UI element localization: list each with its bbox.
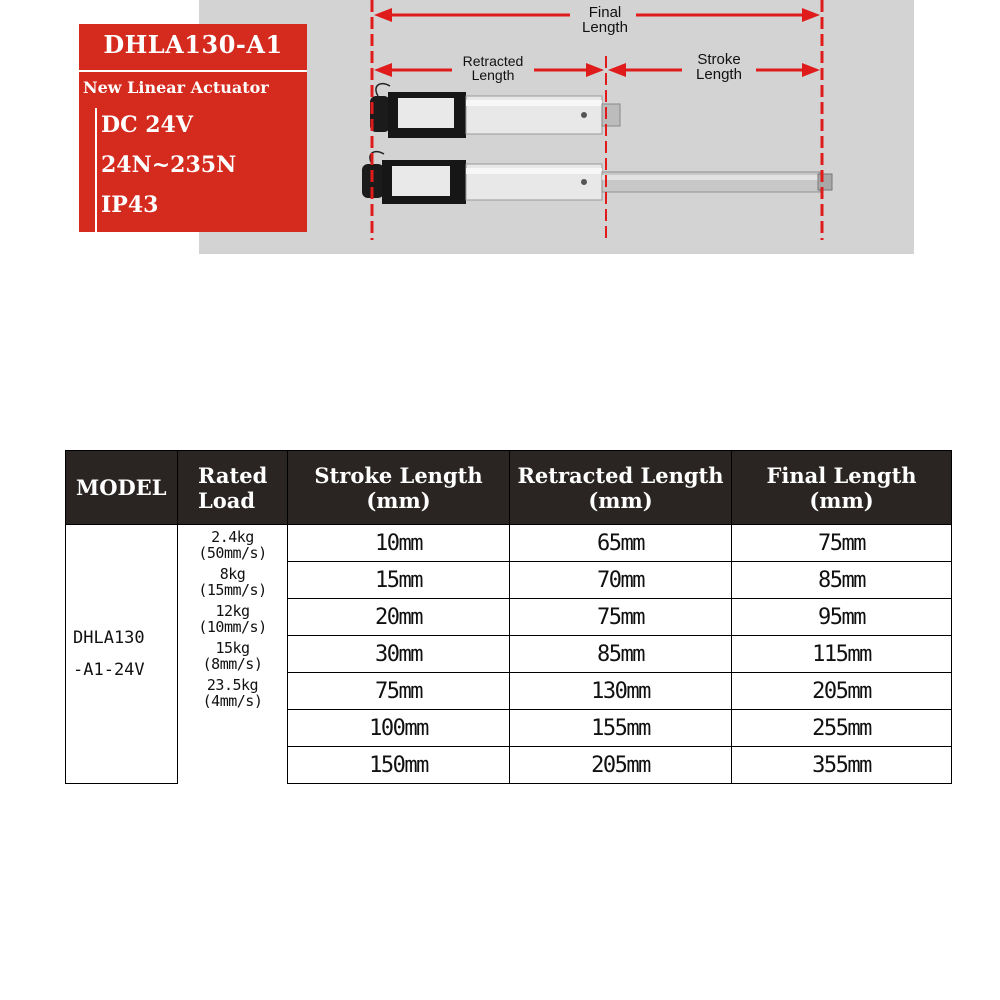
stroke-length-cell: 15mm [288,562,510,599]
spec-ip-rating: IP43 [101,192,159,218]
header-final-length-line1: Final Length [766,462,917,488]
header-retracted-length [510,451,732,525]
stroke-length-cell: 100mm [288,710,510,747]
retracted-length-cell: 155mm [510,710,732,747]
rated-load-cell [178,525,288,784]
header-rated-load-line1: Rated [198,462,268,488]
header-retracted-length-line2: (mm) [588,487,653,513]
load-speed: (10mm/s) [198,618,267,636]
retracted-length-cell: 75mm [510,599,732,636]
model-value-line2: -A1-24V [73,660,145,680]
final-length-cell: 255mm [732,710,952,747]
load-item [178,529,287,561]
stroke-length-cell: 10mm [288,525,510,562]
final-length-cell: 95mm [732,599,952,636]
header-stroke-length-line2: (mm) [366,487,431,513]
header-rated-load [178,451,288,525]
spec-voltage: DC 24V [101,112,193,138]
retracted-actuator-image [370,84,620,138]
load-weight: 15kg [215,639,250,657]
load-item [178,566,287,598]
stroke-length-cell: 150mm [288,747,510,784]
header-final-length-line2: (mm) [809,487,874,513]
load-weight: 12kg [215,602,250,620]
retracted-length-label [454,54,532,82]
stroke-length-label-line2: Length [696,66,742,83]
final-length-cell: 205mm [732,673,952,710]
stroke-length-label-line1: Stroke [697,51,741,68]
final-length-cell: 75mm [732,525,952,562]
header-final-length [732,451,952,525]
table-header-row [66,451,952,525]
header-stroke-length-line1: Stroke Length [314,462,483,488]
load-weight: 2.4kg [211,528,254,546]
header-model: MODEL [66,451,178,525]
retracted-length-cell: 70mm [510,562,732,599]
stroke-length-cell: 75mm [288,673,510,710]
spec-table [65,450,952,784]
final-length-label-line2: Length [582,19,628,36]
header-stroke-length [288,451,510,525]
model-value-line1: DHLA130 [73,628,145,648]
stroke-length-label [684,52,754,82]
table-row [66,525,952,562]
load-weight: 8kg [219,565,246,583]
final-length-label [574,5,636,35]
stroke-length-cell: 30mm [288,636,510,673]
model-title: DHLA130-A1 [103,30,283,59]
load-speed: (4mm/s) [202,692,263,710]
final-length-cell: 115mm [732,636,952,673]
load-weight: 23.5kg [206,676,259,694]
load-item [178,677,287,709]
final-length-cell: 355mm [732,747,952,784]
load-item [178,603,287,635]
load-speed: (50mm/s) [198,544,267,562]
retracted-length-cell: 130mm [510,673,732,710]
load-speed: (15mm/s) [198,581,267,599]
load-item [178,640,287,672]
retracted-length-cell: 205mm [510,747,732,784]
stroke-length-cell: 20mm [288,599,510,636]
spec-divider [95,108,97,232]
final-length-cell: 85mm [732,562,952,599]
spec-force: 24N~235N [101,152,237,178]
product-subtitle: New Linear Actuator [83,78,269,97]
final-length-label-line1: Final [588,4,622,21]
panel-divider [79,70,307,72]
extended-actuator-image [362,152,832,204]
header-rated-load-line2: Load [198,487,256,513]
retracted-length-cell: 85mm [510,636,732,673]
load-speed: (8mm/s) [202,655,263,673]
model-info-panel [79,24,307,232]
header-retracted-length-line1: Retracted Length [517,462,724,488]
retracted-length-label-line1: Retracted [462,53,524,69]
retracted-length-cell: 65mm [510,525,732,562]
retracted-length-label-line2: Length [471,67,515,83]
model-cell [66,525,178,784]
